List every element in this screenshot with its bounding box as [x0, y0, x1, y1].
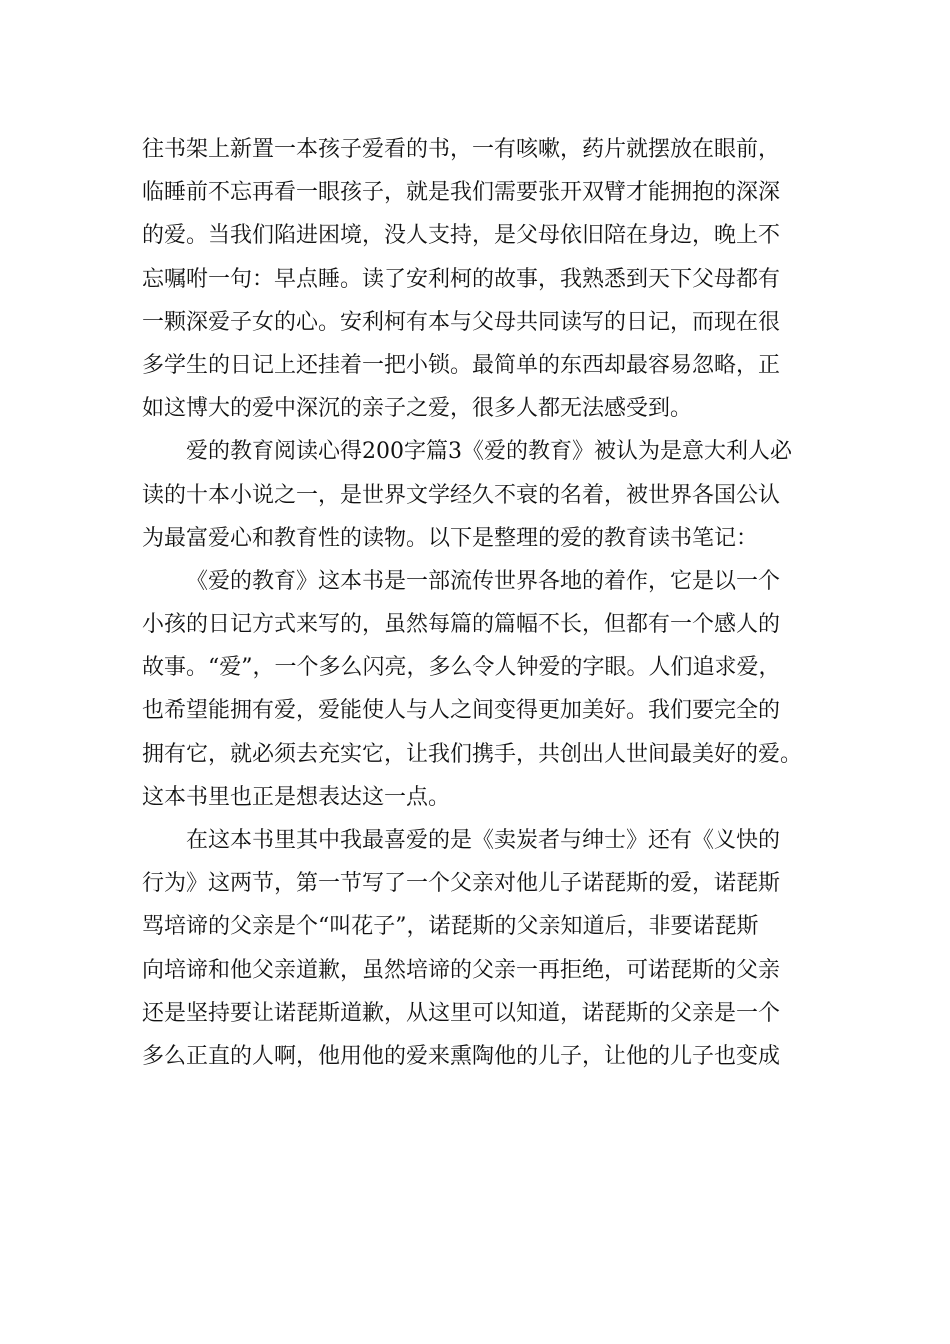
text-line: 临睡前不忘再看一眼孩子，就是我们需要张开双臂才能拥抱的深深 — [142, 180, 781, 206]
text-line: 一颗深爱子女的心。安利柯有本与父母共同读写的日记，而现在很 — [142, 309, 781, 335]
text-line: 还是坚持要让诺琵斯道歉，从这里可以知道，诺琵斯的父亲是一个 — [142, 1000, 781, 1026]
text-line: 行为》这两节，第一节写了一个父亲对他儿子诺琵斯的爱，诺琵斯 — [142, 871, 781, 897]
text-line: 故事。“爱”，一个多么闪亮，多么令人钟爱的字眼。人们追求爱， — [142, 655, 781, 681]
body-text — [142, 128, 822, 1078]
text-line: 往书架上新置一本孩子爱看的书，一有咳嗽，药片就摆放在眼前， — [142, 137, 781, 162]
text-line: 小孩的日记方式来写的，虽然每篇的篇幅不长，但都有一个感人的 — [142, 612, 781, 638]
text-line: 为最富爱心和教育性的读物。以下是整理的爱的教育读书笔记： — [142, 525, 759, 551]
text-line: 《爱的教育》这本书是一部流传世界各地的着作，它是以一个 — [186, 568, 781, 594]
text-line: 拥有它，就必须去充实它，让我们携手，共创出人世间最美好的爱。 — [142, 741, 803, 767]
paragraph-3 — [142, 560, 822, 819]
text-line: 在这本书里其中我最喜爱的是《卖炭者与绅士》还有《义快的 — [186, 828, 781, 853]
text-line: 读的十本小说之一，是世界文学经久不衰的名着，被世界各国公认 — [142, 482, 781, 508]
text-line: 忘嘱咐一句：早点睡。读了安利柯的故事，我熟悉到天下父母都有 — [142, 266, 781, 292]
paragraph-2 — [142, 430, 822, 560]
text-line: 这本书里也正是想表达这一点。 — [142, 784, 451, 810]
paragraph-1 — [142, 128, 822, 430]
paragraph-4 — [142, 819, 822, 1078]
text-line: 也希望能拥有爱，爱能使人与人之间变得更加美好。我们要完全的 — [142, 698, 781, 724]
text-line: 如这博大的爱中深沉的亲子之爱，很多人都无法感受到。 — [142, 396, 693, 422]
text-line: 爱的教育阅读心得200字篇3《爱的教育》被认为是意大利人必 — [186, 439, 792, 465]
text-line: 多么正直的人啊，他用他的爱来熏陶他的儿子，让他的儿子也变成 — [142, 1043, 781, 1069]
text-line: 骂培谛的父亲是个“叫花子”，诺琵斯的父亲知道后，非要诺琵斯 — [142, 914, 759, 940]
text-line: 的爱。当我们陷进困境，没人支持，是父母依旧陪在身边，晚上不 — [142, 223, 781, 249]
text-line: 多学生的日记上还挂着一把小锁。最简单的东西却最容易忽略，正 — [142, 352, 781, 378]
text-line: 向培谛和他父亲道歉，虽然培谛的父亲一再拒绝，可诺琵斯的父亲 — [142, 957, 781, 983]
